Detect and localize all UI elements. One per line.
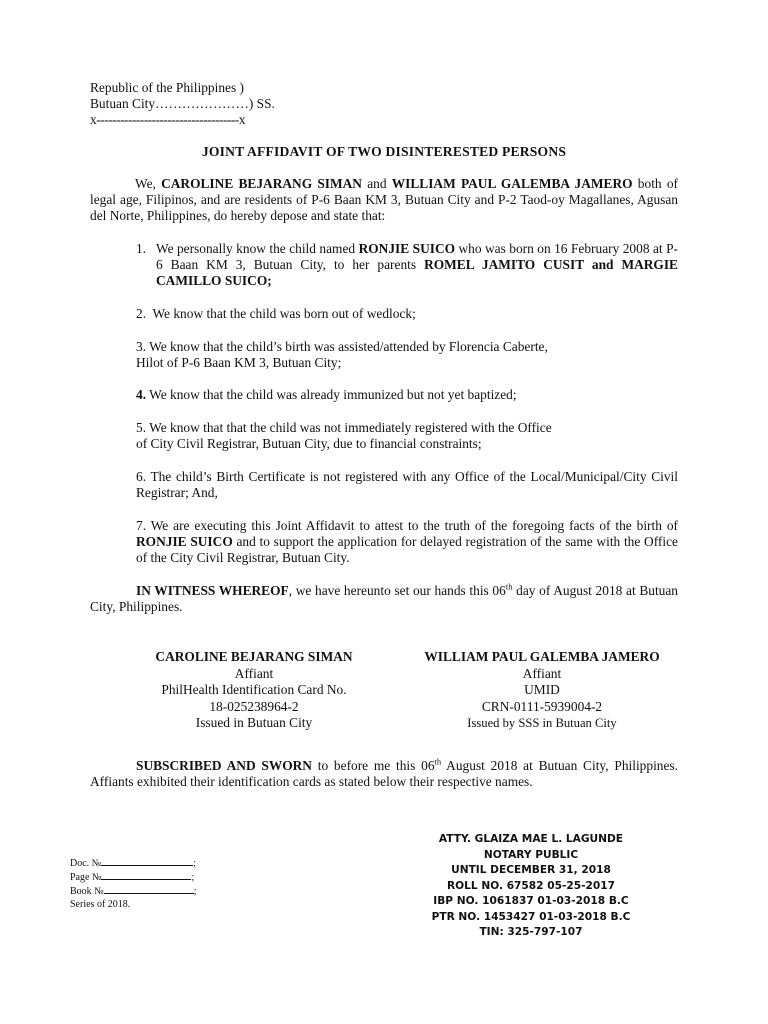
sworn-text-a: to before me this 06 <box>311 758 435 773</box>
docket-doc-label: Doc. № <box>70 858 102 869</box>
item-5-line-2: of City Civil Registrar, Butuan City, due to financial constraints; <box>136 436 482 451</box>
notary-block <box>400 832 662 941</box>
item-1-text-a: We personally know the child named <box>156 241 356 256</box>
docket-page-sep: ; <box>191 872 195 883</box>
notary-title: NOTARY PUBLIC <box>483 848 579 861</box>
notary-ibp: IBP NO. 1061837 01-03-2018 B.C <box>433 895 629 907</box>
signatory-1-issued: Issued in Butuan City <box>195 715 313 730</box>
signatory-1-name: CAROLINE BEJARANG SIMAN <box>155 649 353 664</box>
signatory-2-role: Affiant <box>522 665 562 681</box>
signatory-2-issued: Issued by SSS in Butuan City <box>467 716 617 730</box>
item-7 <box>136 518 678 566</box>
sworn-paragraph <box>90 758 678 790</box>
witness-sup: th <box>505 581 513 592</box>
document-title: JOINT AFFIDAVIT OF TWO DISINTERESTED PERSONS <box>201 144 567 159</box>
intro-affiant-1: CAROLINE BEJARANG SIMAN <box>161 176 362 191</box>
signatory-2-name: WILLIAM PAUL GALEMBA JAMERO <box>424 649 660 664</box>
docket-book-blank <box>104 884 194 894</box>
intro-and: and <box>367 176 387 191</box>
item-7-text-b: and to support the application for delayed registration of the same with the Office of the City Civil Registrar, Butuan City. <box>136 534 678 565</box>
intro-affiant-2: WILLIAM PAUL GALEMBA JAMERO <box>391 176 633 191</box>
docket-doc-sep: ; <box>193 858 196 869</box>
docket-book-label: Book № <box>70 886 104 897</box>
item-1-number: 1. <box>136 241 147 256</box>
docket-page-label: Page № <box>70 872 102 883</box>
header-city: Butuan City…………………) SS. <box>90 96 275 111</box>
sworn-sup: th <box>434 756 442 767</box>
header-rule: x------------------------------------x <box>90 112 245 127</box>
signatory-2 <box>400 649 684 732</box>
signatory-1-id-number: 18-025238964-2 <box>209 698 299 714</box>
docket-doc-blank <box>101 856 193 866</box>
notary-ptr: PTR NO. 1453427 01-03-2018 B.C <box>431 910 631 923</box>
docket-page-line <box>70 870 197 884</box>
witness-text-a: , we have hereunto set our hands this 06 <box>288 583 506 598</box>
intro-paragraph <box>90 176 678 224</box>
signatory-1-id-type: PhilHealth Identification Card No. <box>161 682 347 697</box>
item-4-number: 4. <box>136 387 147 402</box>
item-3-line-1: 3. We know that the child’s birth was assisted/attended by Florencia Caberte, <box>136 339 548 354</box>
item-3-line-2: Hilot of P-6 Baan KM 3, Butuan City; <box>136 355 342 370</box>
notary-roll: ROLL NO. 67582 05-25-2017 <box>446 879 615 892</box>
signatory-2-id-number: CRN-0111-5939004-2 <box>481 698 603 714</box>
intro-text: both of legal age, Filipinos, and are residents of P-6 Baan KM 3, Butuan City and P-2 Taod-oy Magallanes, Agusan del Norte, Philippines, do hereby depose and state that: <box>90 176 678 223</box>
intro-we: We, <box>135 176 156 191</box>
item-6: 6. The child’s Birth Certificate is not registered with any Office of the Local/Municipal/City Civil Registrar; And, <box>136 469 678 500</box>
item-1-text-b: who was born on 16 February 2008 at P-6 Baan KM 3, Butuan City, to her parents <box>156 241 678 272</box>
notary-tin: TIN: 325-797-107 <box>479 926 583 938</box>
item-4 <box>136 387 517 403</box>
item-7-child-name: RONJIE SUICO <box>136 534 233 549</box>
signatory-1 <box>130 649 378 732</box>
sworn-text-b: August 2018 at Butuan City, Philippines. Affiants exhibited their identification cards as stated below their respective names. <box>90 758 678 789</box>
docket-book-sep: ; <box>193 886 197 897</box>
docket-doc-line <box>70 856 197 870</box>
item-5-line-1: 5. We know that that the child was not immediately registered with the Office <box>136 420 552 435</box>
docket-series: Series of 2018. <box>70 899 131 910</box>
witness-paragraph <box>90 583 678 615</box>
header-republic: Republic of the Philippines ) <box>90 80 244 95</box>
docket-page-blank <box>101 870 191 880</box>
witness-text-b: day of August 2018 at Butuan City, Philippines. <box>90 583 679 614</box>
signatory-2-id-type: UMID <box>524 682 560 697</box>
notary-name: ATTY. GLAIZA MAE L. LAGUNDE <box>438 833 624 845</box>
sworn-lead: SUBSCRIBED AND SWORN <box>136 758 312 773</box>
item-1 <box>156 241 678 289</box>
docket-block <box>70 856 197 911</box>
item-1-parents: ROMEL JAMITO CUSIT and MARGIE CAMILLO SUICO; <box>156 257 678 288</box>
item-7-text-a: 7. We are executing this Joint Affidavit to attest to the truth of the foregoing facts of the birth of <box>136 518 678 533</box>
item-1-child-name: RONJIE SUICO <box>358 241 456 256</box>
item-2: 2. We know that the child was born out of wedlock; <box>136 306 416 321</box>
docket-book-line <box>70 884 197 898</box>
signatory-1-role: Affiant <box>234 665 274 681</box>
notary-commission: UNTIL DECEMBER 31, 2018 <box>451 864 611 876</box>
item-4-text: We know that the child was already immunized but not yet baptized; <box>149 387 517 402</box>
witness-lead: IN WITNESS WHEREOF <box>136 583 289 598</box>
